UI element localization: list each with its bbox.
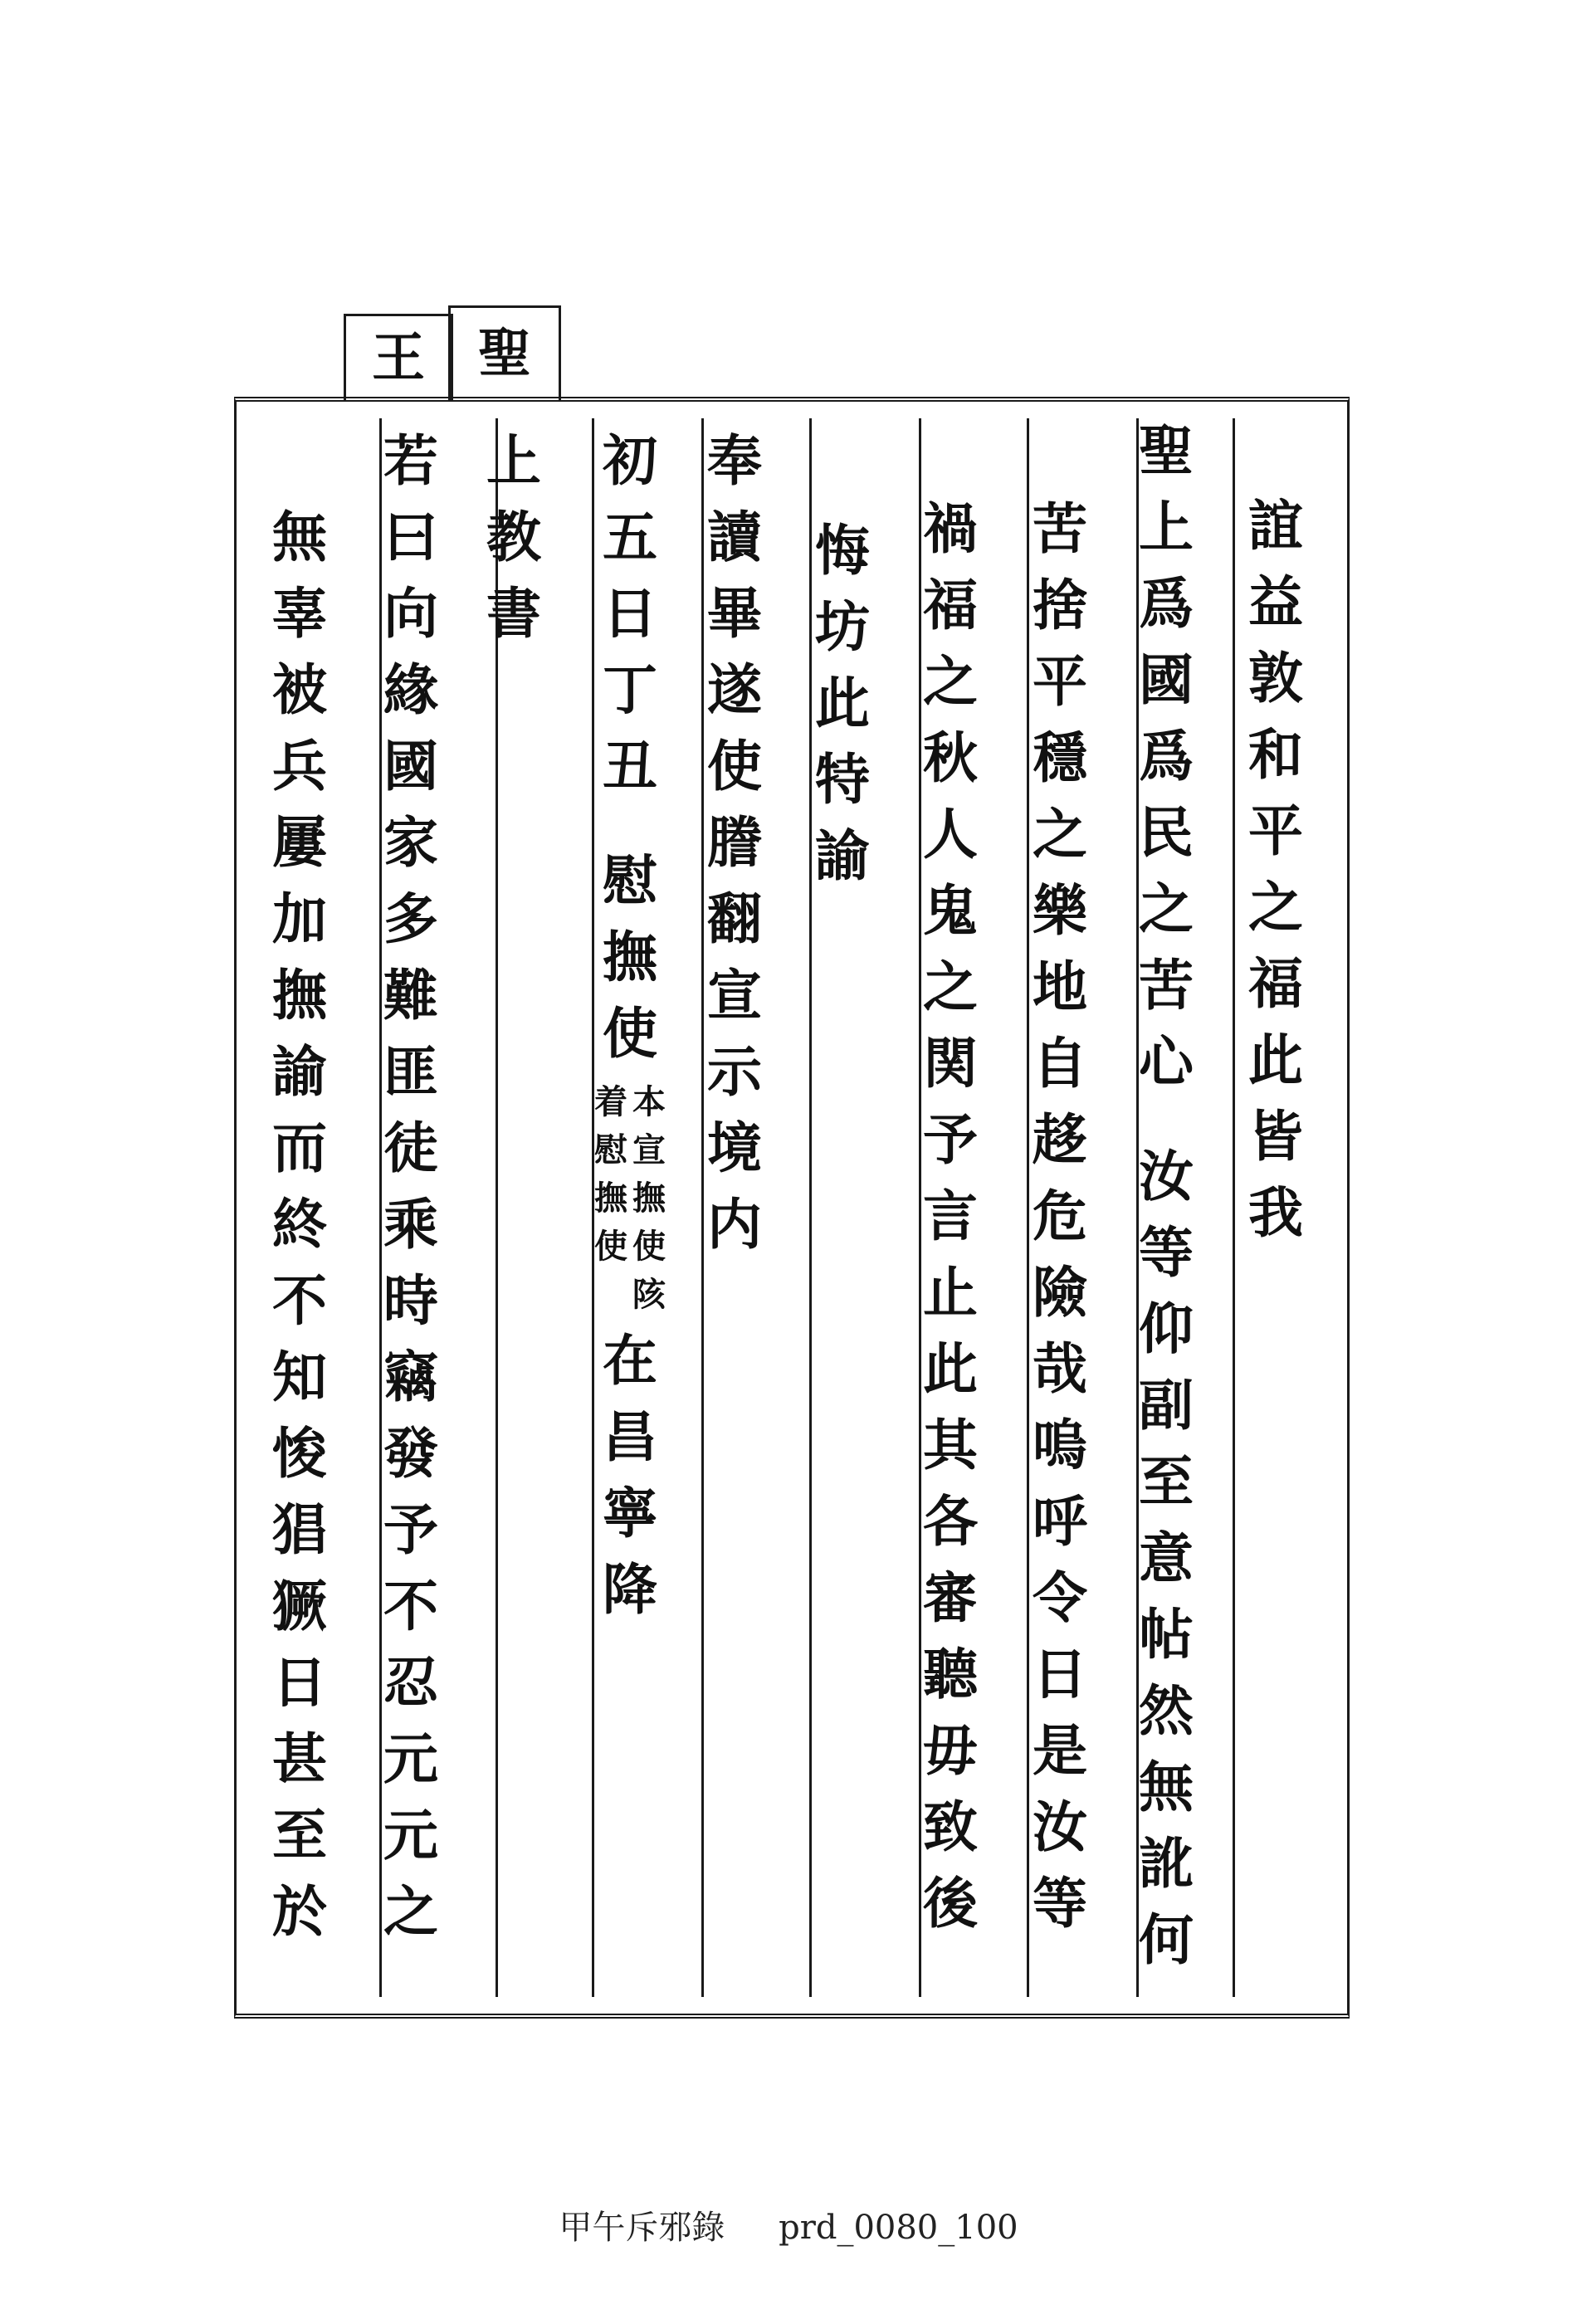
column-character: 捨 [1033,573,1087,637]
column-character: 之 [1139,876,1194,941]
column-character: 發 [383,1421,438,1486]
column-character: 我 [1248,1180,1303,1245]
note-column-right [632,1082,666,1326]
column-character: 而 [272,1116,327,1180]
note-character: 慰 [594,1130,627,1169]
note-character: 撫 [594,1179,627,1218]
column-character: 無 [272,505,327,569]
column-character: 審 [923,1565,978,1630]
column-character: 悛 [272,1421,327,1486]
note-character: 本 [632,1082,666,1121]
column-character: 然 [1139,1678,1194,1743]
column-character: 書 [486,581,541,646]
column-character: 嗚 [1033,1413,1087,1477]
text-column [594,428,666,1638]
column-character: 聽 [923,1642,978,1706]
column-character: 内 [707,1192,762,1257]
column-character: 之 [383,1879,438,1944]
column-character: 聖 [1139,418,1194,483]
column-character: 不 [383,1574,438,1638]
text-column [815,518,870,905]
column-character: 屢 [272,810,327,875]
column-rule [1233,418,1235,1997]
column-character: 仰 [1139,1296,1194,1361]
column-character: 心 [1139,1029,1194,1094]
column-character: 関 [923,1031,978,1096]
column-character: 慰 [603,848,657,913]
column-character: 元 [383,1726,438,1791]
column-character: 時 [383,1268,438,1333]
column-character: 禍 [923,496,978,561]
column-character: 平 [1248,798,1303,863]
column-character: 趍 [1033,1107,1087,1172]
column-character: 福 [1248,951,1303,1016]
column-character: 鬼 [923,878,978,943]
column-character: 之 [1248,875,1303,940]
note-character: 撫 [632,1179,666,1218]
note-character: 宣 [632,1130,666,1169]
column-character: 忍 [383,1650,438,1715]
column-character: 皆 [1248,1104,1303,1169]
text-column [486,428,541,662]
text-column [272,505,327,1960]
column-character: 曰 [383,505,438,569]
column-character: 加 [272,886,327,951]
text-column [1139,418,1194,1989]
column-character: 獗 [272,1574,327,1638]
column-character: 穩 [1033,725,1087,790]
column-character: 意 [1139,1526,1194,1590]
column-character: 言 [923,1184,978,1248]
column-character: 兵 [272,734,327,798]
column-character: 是 [1033,1718,1087,1783]
column-character: 帖 [1139,1602,1194,1667]
column-character: 乘 [383,1192,438,1257]
column-character: 若 [383,428,438,493]
interlinear-note [594,1082,666,1326]
column-character: 初 [603,428,657,493]
column-character: 上 [486,428,541,493]
text-column [1248,493,1303,1262]
column-character: 此 [815,671,870,735]
footer-title: 甲午斥邪錄 [559,2209,725,2247]
column-character: 敦 [1248,646,1303,710]
column-character: 緣 [383,657,438,722]
column-character: 謄 [707,810,762,875]
column-character: 等 [1033,1871,1087,1936]
column-character: 苦 [1139,953,1194,1018]
text-column [923,496,978,1952]
column-character: 爲 [1139,724,1194,788]
column-character: 此 [1248,1028,1303,1092]
column-character: 汝 [1139,1144,1194,1208]
column-character: 丁 [603,657,657,722]
column-character: 甚 [272,1726,327,1791]
column-character: 予 [923,1107,978,1172]
column-character: 日 [272,1650,327,1715]
column-character: 畢 [707,581,762,646]
column-character: 呼 [1033,1489,1087,1554]
column-character: 於 [272,1879,327,1944]
column-character: 撫 [272,963,327,1028]
column-rule [809,418,812,1997]
raised-title-sheng: 聖 [448,305,561,401]
column-character: 人 [923,802,978,867]
column-character: 民 [1139,800,1194,865]
column-character: 坊 [815,594,870,659]
raised-title-wang: 王 [344,314,453,401]
column-character: 險 [1033,1260,1087,1325]
column-character: 何 [1139,1907,1194,1972]
column-character: 昌 [603,1404,657,1469]
note-character: 陔 [632,1275,666,1314]
column-character: 猖 [272,1497,327,1562]
text-column [1033,496,1087,1952]
column-rule [1027,418,1029,1997]
column-character: 平 [1033,649,1087,714]
footer-id: prd_0080_100 [779,2209,1018,2247]
column-character: 益 [1248,569,1303,634]
column-character: 難 [383,963,438,1028]
column-character: 日 [603,581,657,646]
column-character: 其 [923,1413,978,1477]
column-character: 副 [1139,1373,1194,1438]
column-character: 地 [1033,954,1087,1019]
column-character: 被 [272,657,327,722]
column-character: 諭 [272,1039,327,1104]
column-character: 遂 [707,657,762,722]
column-character: 諭 [815,823,870,888]
column-rule [919,418,921,1997]
column-character: 使 [603,1001,657,1066]
text-column [383,428,438,1960]
column-character: 辜 [272,581,327,646]
note-character: 着 [594,1082,627,1121]
column-character: 在 [603,1328,657,1393]
column-character: 匪 [383,1039,438,1104]
column-character: 終 [272,1192,327,1257]
column-character: 上 [1139,495,1194,559]
note-character: 使 [632,1227,666,1266]
column-character: 無 [1139,1755,1194,1819]
column-character: 訛 [1139,1831,1194,1896]
column-character: 福 [923,573,978,637]
column-character: 知 [272,1345,327,1409]
column-character: 之 [923,649,978,714]
column-character: 之 [1033,802,1087,867]
column-character: 寧 [603,1481,657,1545]
note-character: 使 [594,1227,627,1266]
column-character: 之 [923,954,978,1019]
text-column [707,428,762,1273]
column-character: 竊 [383,1345,438,1409]
column-character: 境 [707,1116,762,1180]
column-character: 日 [1033,1642,1087,1706]
column-character: 奉 [707,428,762,493]
column-character: 撫 [603,925,657,989]
note-column-left [594,1082,627,1326]
column-character: 示 [707,1039,762,1104]
column-character: 秋 [923,725,978,790]
column-rule [701,418,704,1997]
column-character: 多 [383,886,438,951]
column-character: 哉 [1033,1336,1087,1401]
column-character: 向 [383,581,438,646]
column-character: 後 [923,1871,978,1936]
column-character: 丑 [603,734,657,798]
column-rule [379,418,382,1997]
column-character: 毋 [923,1718,978,1783]
column-character: 危 [1033,1184,1087,1248]
column-character: 宣 [707,963,762,1028]
page-footer [0,2201,1577,2248]
column-character: 汝 [1033,1794,1087,1859]
column-character: 不 [272,1268,327,1333]
column-character: 家 [383,810,438,875]
column-character: 至 [272,1803,327,1868]
column-character: 五 [603,505,657,569]
column-character: 降 [603,1557,657,1622]
column-character: 各 [923,1489,978,1554]
column-character: 樂 [1033,878,1087,943]
column-character: 誼 [1248,493,1303,558]
column-character: 至 [1139,1449,1194,1514]
column-character: 特 [815,747,870,812]
column-character: 讀 [707,505,762,569]
column-character: 和 [1248,722,1303,787]
column-character: 予 [383,1497,438,1562]
column-character: 教 [486,505,541,569]
column-character: 翻 [707,886,762,951]
column-character: 自 [1033,1031,1087,1096]
column-character: 國 [1139,647,1194,712]
column-character: 苦 [1033,496,1087,561]
column-character: 致 [923,1794,978,1859]
column-character: 使 [707,734,762,798]
column-character: 爲 [1139,571,1194,636]
column-character: 止 [923,1260,978,1325]
column-character: 令 [1033,1565,1087,1630]
column-character: 徒 [383,1116,438,1180]
column-character: 國 [383,734,438,798]
column-character: 等 [1139,1220,1194,1285]
column-character: 此 [923,1336,978,1401]
column-character: 悔 [815,518,870,583]
column-character: 元 [383,1803,438,1868]
